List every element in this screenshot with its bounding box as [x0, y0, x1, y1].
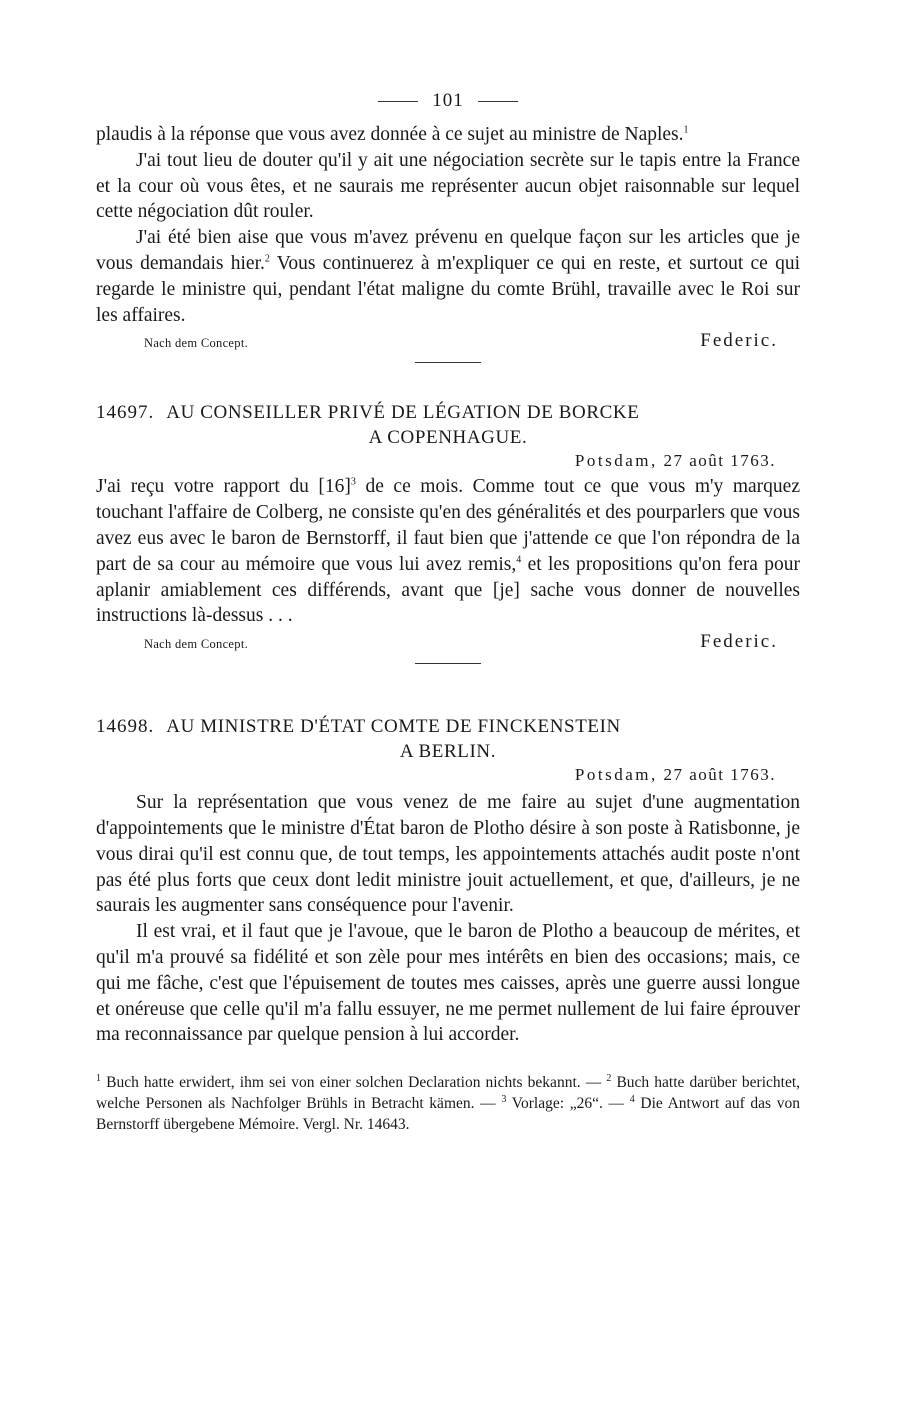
letter-destination: A COPENHAGUE. — [368, 427, 528, 449]
continuation-letter — [96, 122, 800, 354]
header-dash-left — [378, 101, 418, 102]
letter-signature-row — [96, 631, 800, 655]
footnote-1: Buch hatte erwidert, ihm sei von einer solchen Declaration nichts bekannt. — — [106, 1074, 602, 1092]
letter-addressee: AU CONSEILLER PRIVÉ DE LÉGATION DE BORCKE — [166, 402, 640, 424]
page-number: 101 — [432, 90, 464, 111]
footnote-3: Vorlage: „26“. — — [511, 1095, 625, 1113]
footnote-ref-3: 3 — [350, 476, 356, 488]
source-note: Nach dem Concept. — [144, 336, 249, 351]
letter-dateline — [96, 764, 800, 786]
footnote-mark-3: 3 — [501, 1093, 507, 1105]
book-page — [96, 86, 800, 1135]
footnotes — [96, 1072, 800, 1135]
letter-paragraph-1: Sur la représentation que vous venez de me faire au sujet d'une augmentation d'appointements que le ministre d'État baron de Plotho désire à son poste à Ratisbonne, je vous dirai qu'il est connu que, de tout temps, les appointements attachés audit poste n'ont pas été plus forts que ceux dont ledit ministre jouit actuellement, et que, d'ailleurs, je ne saurais les augmenter sans conséquence pour l'avenir. — [96, 792, 800, 917]
continuation-signature-row — [96, 330, 800, 354]
letter-14698 — [96, 714, 800, 1048]
letter-dateline — [96, 450, 800, 472]
footnote-4: Die Antwort auf das von Bernstorff übergebene Mémoire. Vergl. Nr. 14643. — [96, 1095, 801, 1134]
running-header — [96, 86, 800, 116]
footnote-mark-1: 1 — [96, 1072, 101, 1084]
letter-number: 14697. — [96, 402, 155, 424]
signature: Federic. — [700, 631, 778, 653]
date-value: 27 août 1763. — [663, 451, 776, 471]
letter-paragraph-2: Il est vrai, et il faut que je l'avoue, que le baron de Plotho a beaucoup de mérites, et qu'il m'a prouvé sa fidélité et son zèle pour mes intérêts en bien des occasions; mais, ce qui me fâche, c'est que l'épuisement de toutes mes caisses, après une guerre aussi longue et onéreuse que celle qu'il m'a fallu essuyer, ne me permet nullement de lui faire éprouver ma reconnaissance par quelque pension à lui accorder. — [96, 921, 800, 1046]
letter-number: 14698. — [96, 716, 155, 738]
letter-body: J'ai reçu votre rapport du $[16]^3$ de ce mois. Comme tout ce que vous m'y marquez touchant l'affaire de Colberg, ne consiste qu'en des généralités et des pourparlers que vous avez eus avec le baron de Bernstorff, il faut bien que j'attende ce que l'on répondra de la part de sa cour au mémoire que vous lui avez remis,$^4$ et les propositions qu'on fera pour aplanir amiablement ces différends, avant que [je] sache vous donner de nouvelles instructions là-dessus . . . — [96, 476, 800, 627]
footnote-mark-2: 2 — [606, 1072, 612, 1084]
section-divider — [415, 663, 481, 664]
signature: Federic. — [700, 330, 778, 352]
date-value: 27 août 1763. — [663, 765, 776, 785]
footnote-2: Buch hatte darüber berichtet, welche Personen als Nachfolger Brühls in Betracht kämen. — — [96, 1074, 801, 1113]
source-note: Nach dem Concept. — [144, 637, 249, 652]
date-place: Potsdam, — [574, 451, 658, 471]
footnote-ref-1: 1 — [683, 124, 689, 136]
letter-addressee: AU MINISTRE D'ÉTAT COMTE DE FINCKENSTEIN — [166, 716, 621, 738]
section-divider — [415, 362, 481, 363]
continuation-paragraph-2: J'ai tout lieu de douter qu'il y ait une négociation secrète sur le tapis entre la France et la cour où vous êtes, et ne saurais me représenter aucun objet raisonnable sur lequel cette négociation dût rouler. — [96, 149, 800, 223]
footnote-mark-4: 4 — [629, 1093, 635, 1105]
letter-heading — [96, 400, 800, 450]
letter-heading — [96, 714, 800, 764]
continuation-paragraph-3: J'ai été bien aise que vous m'avez prévenu en quelque façon sur les articles que je vous demandais hier.$^2$ Vous continuerez à m'expliquer ce qui en reste, et surtout ce qui regarde le ministre qui, pendant l'état maligne du comte Brühl, travaille avec le Roi sur les affaires. — [96, 227, 801, 326]
continuation-paragraph-1: plaudis à la réponse que vous avez donnée à ce sujet au ministre de Naples.$^1$ — [96, 124, 689, 145]
letter-14697 — [96, 400, 800, 655]
footnote-ref-4: 4 — [516, 554, 522, 566]
letter-destination: A BERLIN. — [399, 741, 497, 763]
footnote-ref-2: 2 — [264, 253, 270, 265]
header-dash-right — [478, 101, 518, 102]
date-place: Potsdam, — [574, 765, 658, 785]
